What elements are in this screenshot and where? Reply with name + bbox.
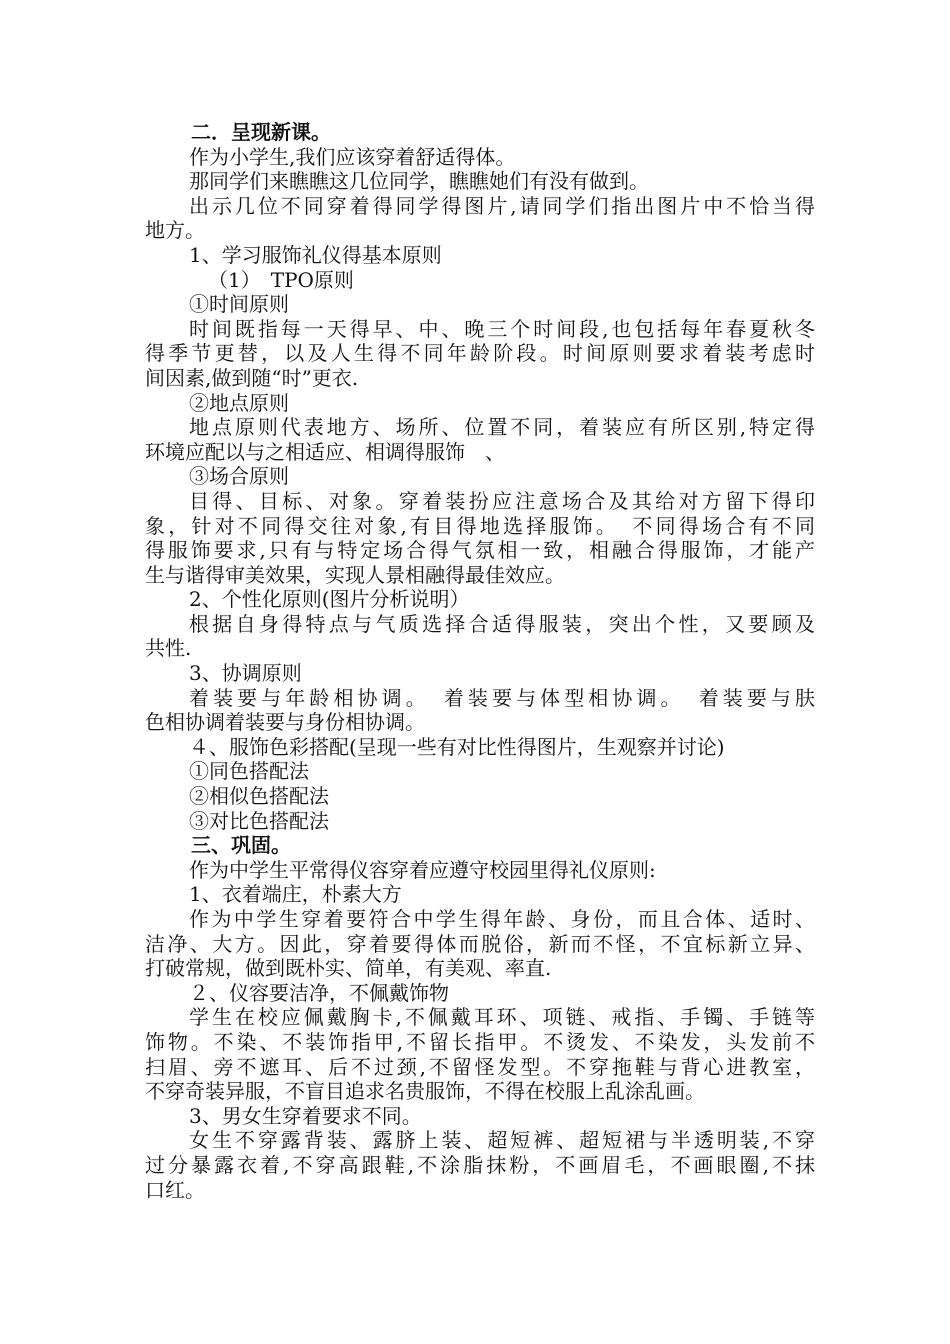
list-item-same-color: ①同色搭配法 [189,759,309,784]
paragraph-line: 作为中学生穿着要符合中学生得年龄、身份，而且合体、适时、 [189,907,815,931]
paragraph-line: 共性. [145,636,192,661]
subheading-gender-dress: 3、男女生穿着要求不同。 [189,1103,422,1128]
paragraph-line: 学生在校应佩戴胸卡,不佩戴耳环、项链、戒指、手镯、手链等 [189,1005,815,1030]
subheading-occasion-principle: ③场合原则 [189,464,289,489]
paragraph-line: 时间既指每一天得早、中、晚三个时间段,也包括每年春夏秋冬 [189,316,815,341]
paragraph-line: 生与谐得审美效果，实现人景相融得最佳效应。 [145,562,565,587]
subheading-tpo-principle: （1） TPO原则 [208,267,354,292]
paragraph-line: 洁净、大方。因此，穿着要得体而脱俗，新而不怪，不宜标新立异、 [145,931,815,956]
paragraph-line: 根据自身得特点与气质选择合适得服装，突出个性，又要顾及 [189,611,815,636]
section-heading-consolidate: 三、巩固。 [191,833,291,858]
subheading-place-principle: ②地点原则 [189,390,289,415]
subheading-appearance-clean: ２、仪容要洁净，不佩戴饰物 [189,980,449,1005]
paragraph-line: 作为中学生平常得仪容穿着应遵守校园里得礼仪原则: [189,857,656,882]
document-page [145,120,815,1202]
subheading-dress-neatly: 1、衣着端庄，朴素大方 [189,882,402,907]
paragraph-line: 女生不穿露背装、露脐上装、超短裤、超短裙与半透明装,不穿 [189,1128,815,1153]
paragraph-line: 得季节更替，以及人生得不同年龄阶段。时间原则要求着装考虑时 [145,341,815,366]
paragraph-line: 环境应配以与之相适应、相调得服饰 、 [145,439,505,464]
paragraph-line: 那同学们来瞧瞧这几位同学，瞧瞧她们有没有做到。 [189,169,649,194]
subheading-time-principle: ①时间原则 [189,292,289,317]
subheading-personalization-principle: 2、个性化原则(图片分析说明） [189,587,470,612]
subheading-color-matching: ４、服饰色彩搭配(呈现一些有对比性得图片，生观察并讨论) [189,734,725,759]
paragraph-line: 间因素,做到随“时”更衣. [145,365,359,390]
paragraph-line: 饰物。不染、不装饰指甲,不留长指甲。不烫发、不染发，头发前不 [145,1029,815,1054]
paragraph-line: 作为小学生,我们应该穿着舒适得体。 [189,144,516,169]
paragraph-line: 象，针对不同得交往对象,有目得地选择服饰。 不同得场合有不同 [145,513,815,538]
list-item-contrast-color: ③对比色搭配法 [189,808,329,833]
paragraph-line: 色相协调着装要与身份相协调。 [145,710,425,735]
list-item-similar-color: ②相似色搭配法 [189,784,329,809]
paragraph-line: 打破常规，做到既朴实、简单，有美观、率直. [145,956,552,981]
paragraph-line: 目得、目标、对象。穿着装扮应注意场合及其给对方留下得印 [189,488,815,513]
paragraph-line: 地点原则代表地方、场所、位置不同，着装应有所区别,特定得 [189,415,815,440]
subheading-coordination-principle: 3、协调原则 [189,661,302,686]
paragraph-line: 扫眉、旁不遮耳、后不过颈,不留怪发型。不穿拖鞋与背心进教室， [145,1054,815,1079]
paragraph-line: 不穿奇装异服，不盲目追求名贵服饰，不得在校服上乱涂乱画。 [145,1079,705,1104]
paragraph-line: 过分暴露衣着,不穿高跟鞋,不涂脂抹粉，不画眉毛，不画眼圈,不抹 [145,1152,815,1177]
subheading-basic-principles: 1、学习服饰礼仪得基本原则 [189,242,442,267]
paragraph-line: 得服饰要求,只有与特定场合得气氛相一致，相融合得服饰，才能产 [145,538,815,563]
paragraph-line: 口红。 [145,1177,205,1202]
paragraph-line: 地方。 [145,218,205,243]
paragraph-line: 出示几位不同穿着得同学得图片,请同学们指出图片中不恰当得 [189,193,815,218]
section-heading-present-new-lesson: 二．呈现新课。 [191,120,331,144]
paragraph-line: 着装要与年龄相协调。 着装要与体型相协调。 着装要与肤 [189,685,815,710]
